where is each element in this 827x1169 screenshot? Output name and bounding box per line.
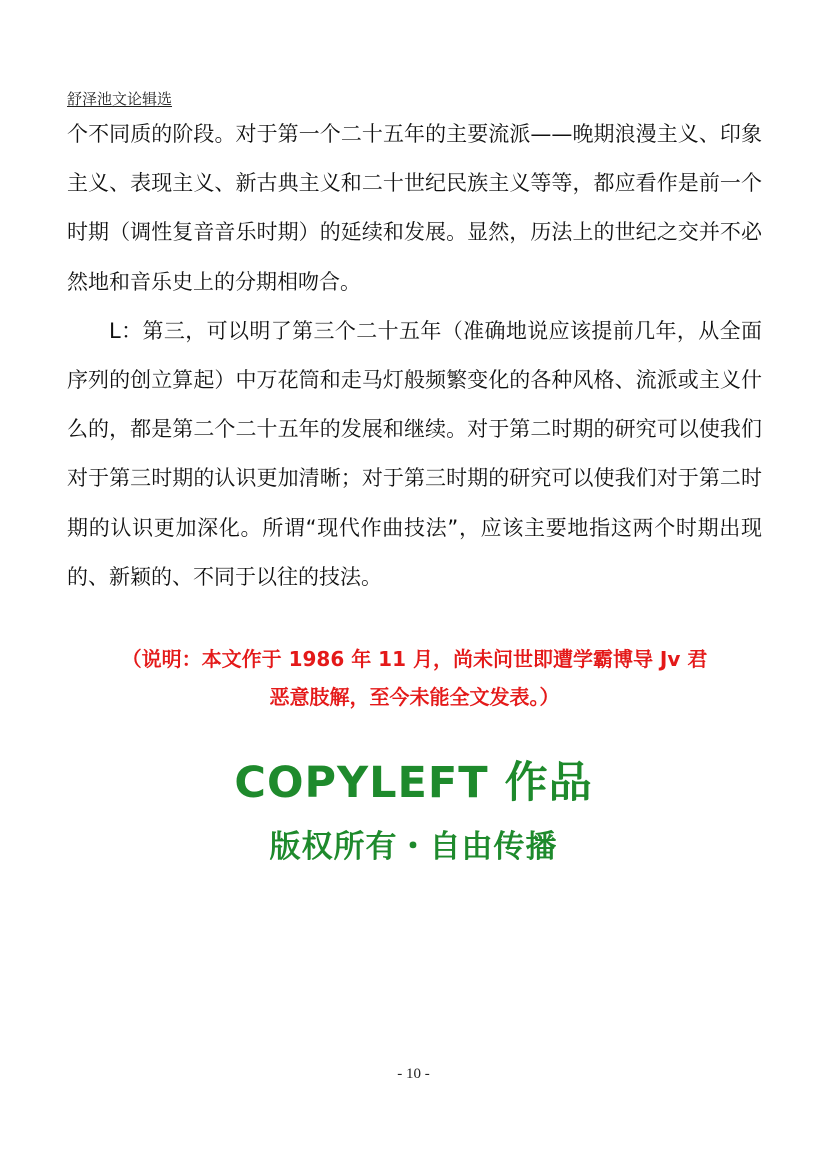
- page-number: - 10 -: [397, 1066, 430, 1082]
- copyleft-title: COPYLEFT 作品: [234, 758, 593, 808]
- paragraph-continuation: 个不同质的阶段。对于第一个二十五年的主要流派——晚期浪漫主义、印象主义、表现主义、新古典主义和二十世纪民族主义等等，都应看作是前一个时期（调性复音音乐时期）的延续和发展。显然，历法上的世纪之交并不必然地和音乐史上的分期相吻合。: [67, 122, 762, 294]
- paragraph-third-point: L：第三，可以明了第三个二十五年（准确地说应该提前几年，从全面序列的创立算起）中万花筒和走马灯般频繁变化的各种风格、流派或主义什么的，都是第二个二十五年的发展和继续。对于第二时期的研究可以使我们对于第三时期的认识更加清晰；对于第三时期的研究可以使我们对于第二时期的认识更加深化。所谓“现代作曲技法”，应该主要地指这两个时期出现的、新颖的、不同于以往的技法。: [67, 318, 762, 589]
- author-note-line-1: （说明：本文作于 1986 年 11 月，尚未问世即遭学霸博导 Jv 君: [121, 647, 708, 671]
- running-header: 舒泽池文论辑选: [67, 92, 173, 108]
- body-text: [67, 110, 762, 602]
- author-note: [67, 640, 762, 716]
- author-note-line-2: 恶意肢解，至今未能全文发表。）: [269, 685, 560, 709]
- copyleft-subtitle: 版权所有・自由传播: [269, 829, 558, 865]
